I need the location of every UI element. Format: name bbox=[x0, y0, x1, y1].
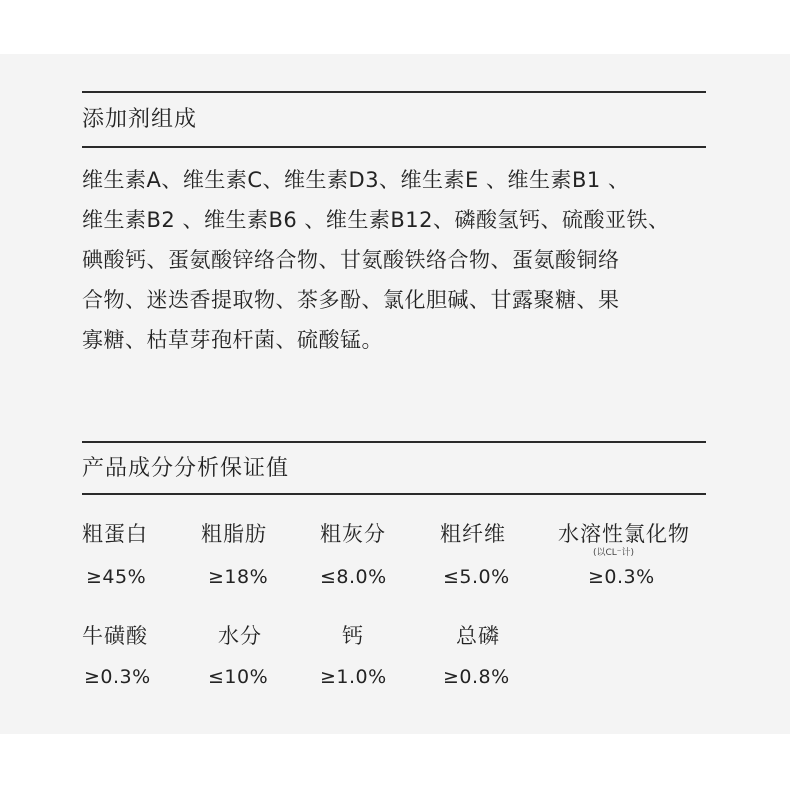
crude-ash-value: ≤8.0% bbox=[320, 566, 387, 588]
calcium-value: ≥1.0% bbox=[320, 666, 387, 688]
additives-line: 碘酸钙、蛋氨酸锌络合物、甘氨酸铁络合物、蛋氨酸铜络 bbox=[82, 248, 620, 272]
additives-list bbox=[82, 160, 722, 360]
crude-fiber-label: 粗纤维 bbox=[440, 522, 506, 546]
crude-fiber-value: ≤5.0% bbox=[443, 566, 510, 588]
water-soluble-chloride-label: 水溶性氯化物 bbox=[558, 522, 690, 546]
additives-line: 寡糖、枯草芽孢杆菌、硫酸锰。 bbox=[82, 328, 383, 352]
analysis-title: 产品成分分析保证值 bbox=[82, 456, 290, 481]
total-phosphorus-label: 总磷 bbox=[456, 624, 500, 648]
taurine-label: 牛磺酸 bbox=[82, 624, 148, 648]
analysis-title-divider bbox=[82, 493, 706, 495]
water-soluble-chloride-value: ≥0.3% bbox=[588, 566, 655, 588]
moisture-label: 水分 bbox=[218, 624, 262, 648]
analysis-top-divider bbox=[82, 441, 706, 443]
crude-ash-label: 粗灰分 bbox=[320, 522, 386, 546]
additives-line: 合物、迷迭香提取物、茶多酚、氯化胆碱、甘露聚糖、果 bbox=[82, 288, 620, 312]
calcium-label: 钙 bbox=[342, 624, 364, 648]
taurine-value: ≥0.3% bbox=[84, 666, 151, 688]
crude-fat-value: ≥18% bbox=[208, 566, 269, 588]
chloride-note: (以CL⁻计) bbox=[593, 548, 635, 558]
additives-line: 维生素A、维生素C、维生素D3、维生素E 、维生素B1 、 bbox=[82, 168, 630, 192]
moisture-value: ≤10% bbox=[208, 666, 269, 688]
additives-title: 添加剂组成 bbox=[82, 107, 198, 132]
additives-line: 维生素B2 、维生素B6 、维生素B12、磷酸氢钙、硫酸亚铁、 bbox=[82, 208, 670, 232]
top-divider bbox=[82, 91, 706, 93]
crude-fat-label: 粗脂肪 bbox=[201, 522, 267, 546]
crude-protein-label: 粗蛋白 bbox=[82, 522, 148, 546]
total-phosphorus-value: ≥0.8% bbox=[443, 666, 510, 688]
additives-title-divider bbox=[82, 146, 706, 148]
crude-protein-value: ≥45% bbox=[86, 566, 147, 588]
